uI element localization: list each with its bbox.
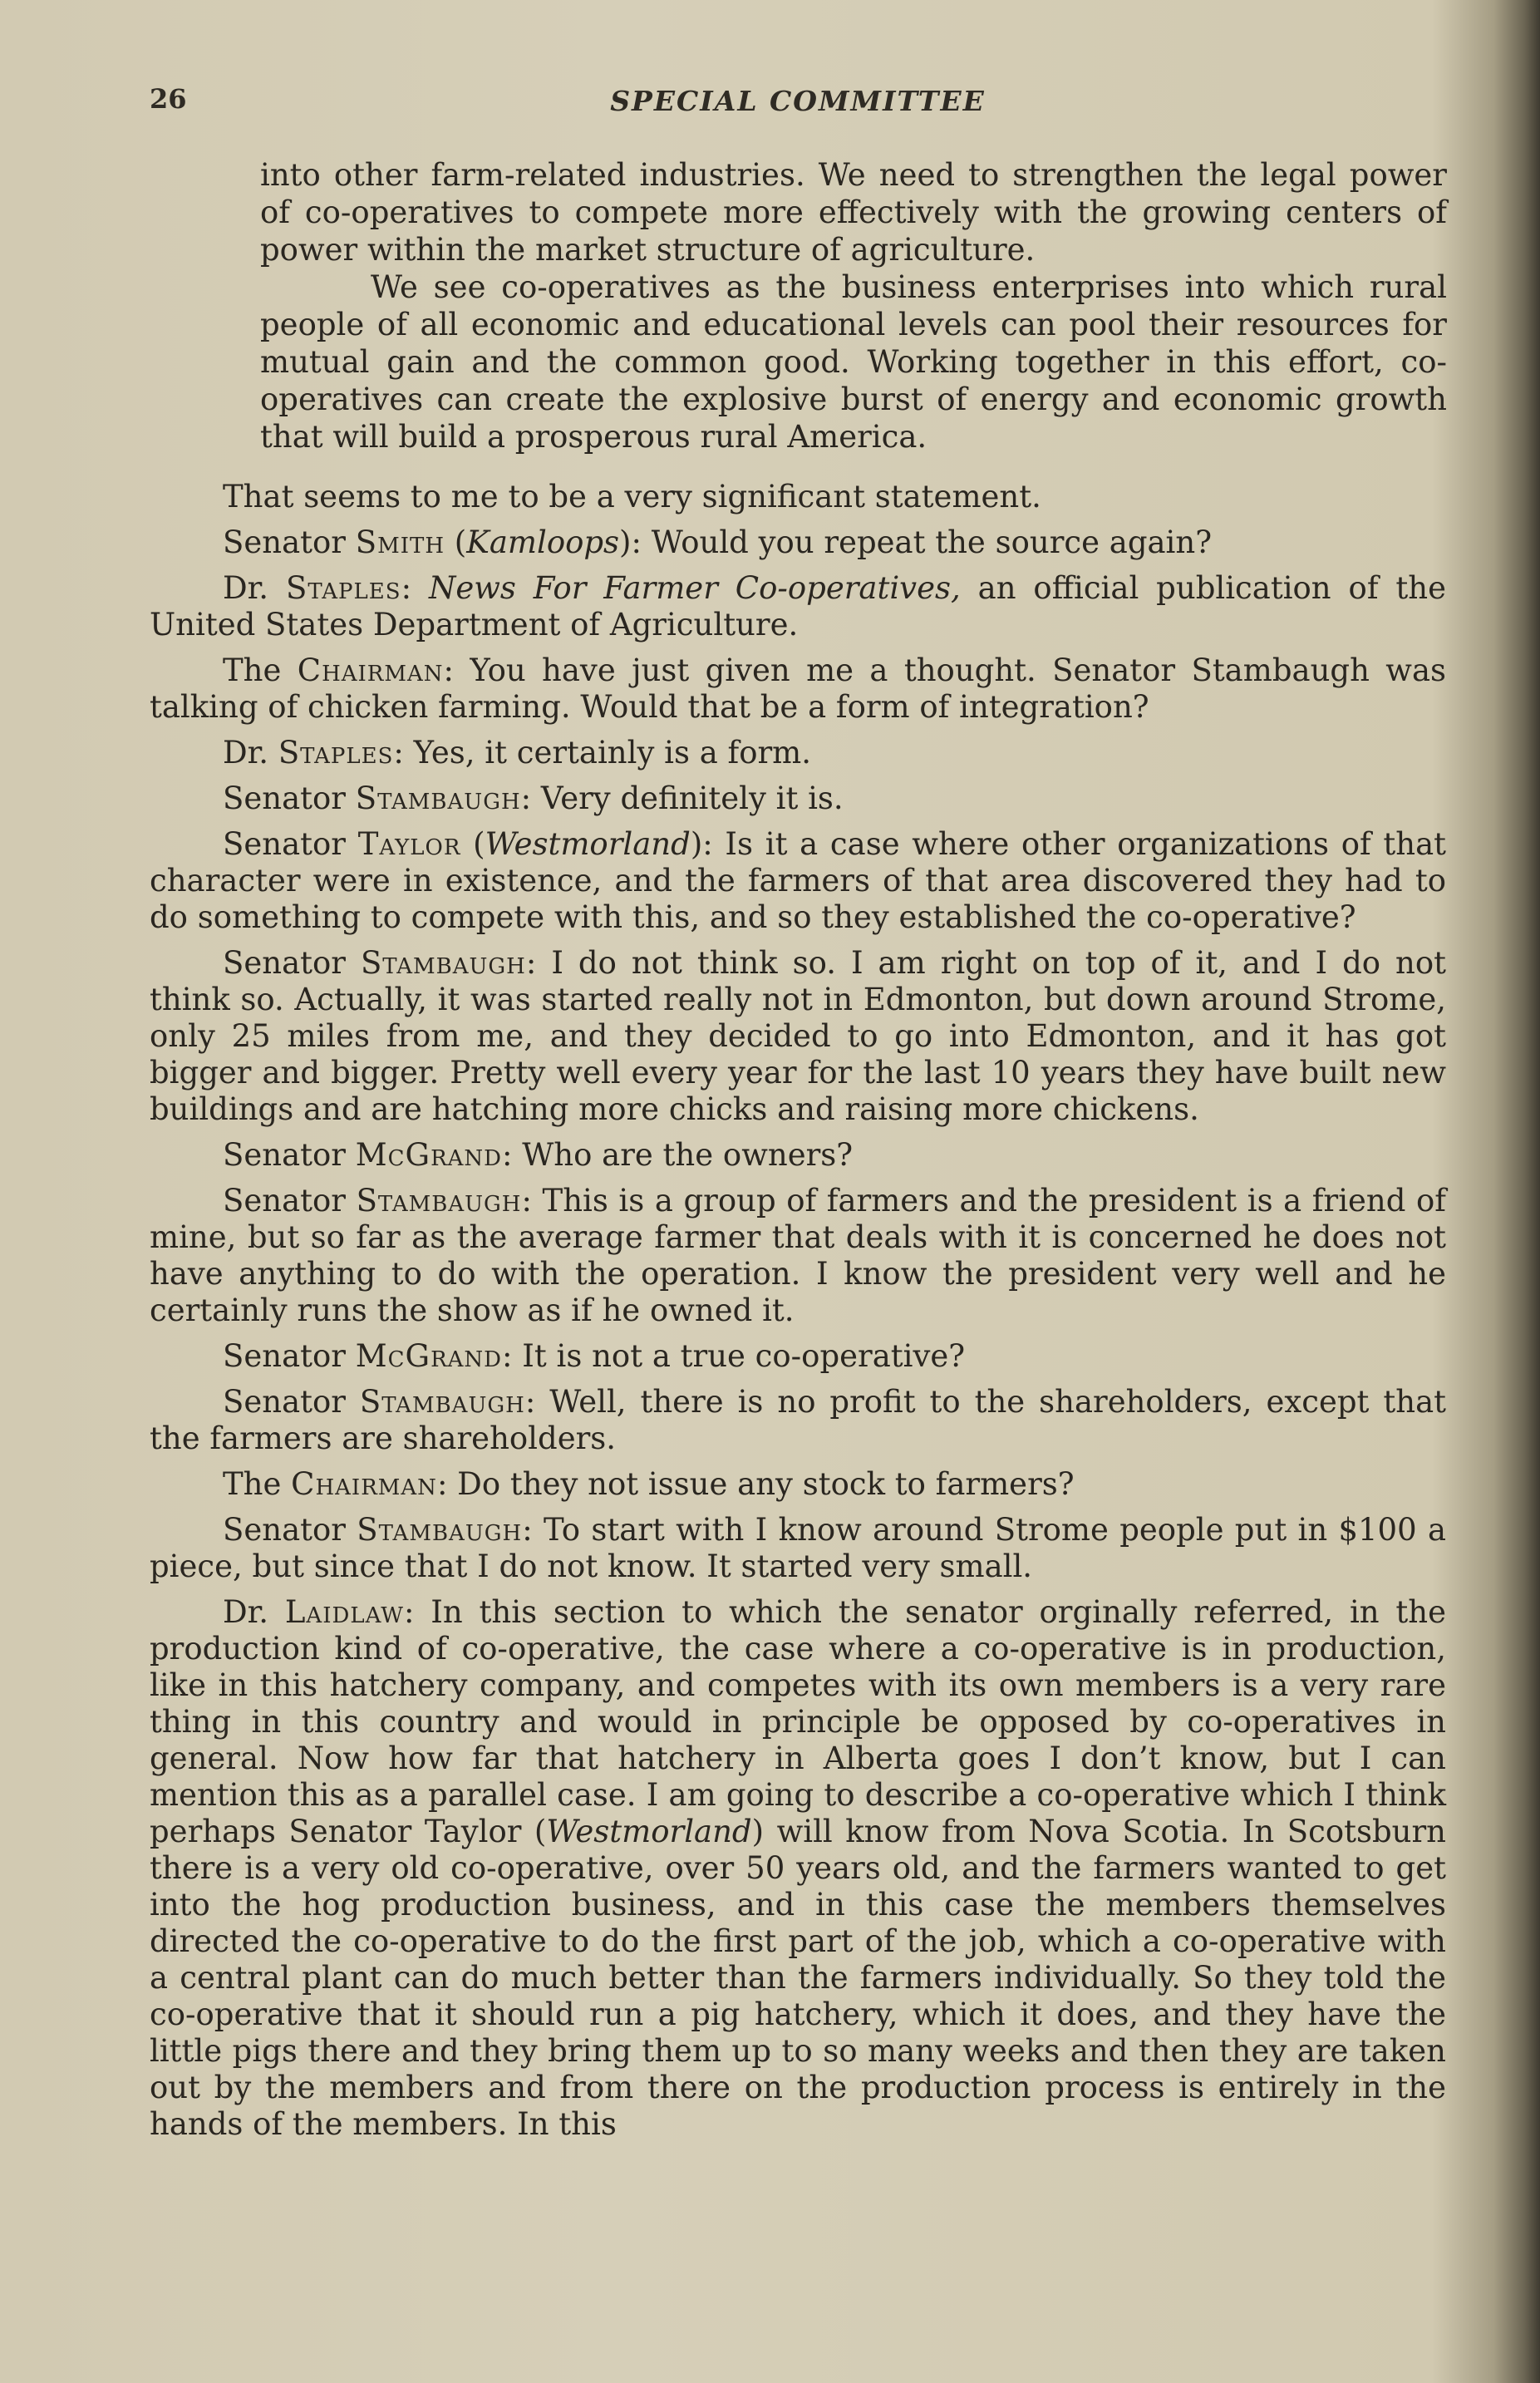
transcript-paragraph	[150, 1594, 1446, 2143]
speaker-name: Chairman	[291, 1466, 437, 1502]
statement-text: : Is it a case where other organizations of that character were in existence, and the farmers of that area discovered they had to do something to compete with this, and so they established the co-operative?	[150, 826, 1447, 935]
statement-text: an official publication of the United States Department of Agriculture.	[150, 570, 1447, 643]
speaker-name: McGrand	[355, 1137, 503, 1173]
statement-text: : Would you repeat the source again?	[631, 524, 1213, 560]
speaker-name: Taylor	[357, 826, 461, 862]
transcript-paragraph	[150, 1466, 1446, 1503]
speaker-name: Stambaugh	[356, 1183, 522, 1219]
speaker-name: Smith	[355, 524, 445, 560]
transcript-paragraph	[150, 1137, 1446, 1174]
block-quote	[260, 156, 1447, 455]
transcript-paragraph: Dr. Staples: News For Farmer Co-operatives, an official publication of the United States Department of Agriculture.	[150, 570, 1447, 643]
transcript-paragraph	[150, 735, 1446, 771]
speaker-name: Stambaugh	[355, 780, 521, 816]
speaker-prefix: Senator	[223, 826, 358, 862]
speaker-name: Stambaugh	[357, 1512, 523, 1548]
speaker-name: Staples	[278, 735, 394, 771]
statement-text: : I do not think so. I am right on top of it, and I do not think so. Actually, it was started really not in Edmonton, but down around Strome, only 25 miles from me, and they decided to go into Edmonton, and it has got bigger and bigger. Pretty well every year for the last 10 years they have built new buildings and are hatching more chicks and raising more chickens.	[150, 945, 1446, 1127]
transcript-paragraph: Senator Smith (Kamloops): Would you repeat the source again?	[223, 524, 1213, 560]
statement-text: : Do they not issue any stock to farmers?	[436, 1466, 1075, 1502]
speaker-prefix: Senator	[223, 780, 356, 816]
speaker-prefix: The	[223, 652, 298, 688]
statement-text: : You have just given me a thought. Senator Stambaugh was talking of chicken farming. Would that be a form of integration?	[150, 652, 1446, 725]
speaker-prefix: Dr.	[223, 1594, 285, 1630]
speaker-prefix: Dr.	[223, 735, 278, 771]
transcript-body	[150, 479, 1446, 2152]
speaker-name: Laidlaw	[284, 1594, 405, 1630]
statement-text: : Very definitely it is.	[520, 780, 844, 816]
page-number: 26	[150, 83, 187, 115]
transcript-paragraph	[150, 652, 1446, 726]
statement-text: : Well, there is no profit to the shareholders, except that the farmers are shareholders.	[150, 1384, 1446, 1456]
statement-text: That seems to me to be a very significant statement.	[223, 479, 1041, 515]
quote-paragraph: We see co-operatives as the business enterprises into which rural people of all economic and educational levels can pool their resources for mutual gain and the common good. Working together in this effort, co-operatives can create the explosive burst of energy and economic growth that will build a prosperous rural America.	[260, 269, 1447, 455]
statement-text: : It is not a true co-operative?	[502, 1338, 966, 1374]
speaker-prefix: Senator	[223, 1338, 356, 1374]
speaker-riding: Westmorland	[485, 826, 691, 862]
transcript-paragraph: Senator Taylor (Westmorland): Is it a case where other organizations of that character were in existence, and the farmers of that area discovered they had to do something to compete with this, and so they established the co-operative?	[150, 826, 1447, 935]
statement-text: : In this section to which the senator orginally referred, in the production kind of co-operative, the case where a co-operative is in production, like in this hatchery company, and competes with its own members is a very rare thing in this country and would in principle be opposed by co-operatives in general. Now how far that hatchery in Alberta goes I don’t know, but I can mention this as a parallel case. I am going to describe a co-operative which I think perhaps Senator Taylor (	[150, 1594, 1446, 1849]
speaker-name: McGrand	[355, 1338, 503, 1374]
speaker-riding: Kamloops	[466, 524, 620, 560]
transcript-paragraph	[150, 1183, 1446, 1329]
transcript-paragraph	[150, 1338, 1446, 1375]
speaker-name: Stambaugh	[360, 945, 526, 981]
speaker-prefix: Senator	[223, 945, 361, 981]
speaker-riding: Westmorland	[546, 1814, 752, 1849]
speaker-prefix: Senator	[223, 1137, 356, 1173]
speaker-prefix: Senator	[223, 524, 356, 560]
transcript-paragraph	[150, 780, 1446, 817]
speaker-prefix: Dr.	[223, 570, 286, 606]
transcript-paragraph	[150, 1512, 1446, 1585]
speaker-prefix: Senator	[223, 1384, 360, 1420]
transcript-paragraph	[150, 479, 1446, 515]
publication-title: News For Farmer Co-operatives,	[428, 570, 961, 606]
quote-paragraph: into other farm-related industries. We need to strengthen the legal power of co-operatives to compete more effectively with the growing centers of power within the market structure of agriculture.	[260, 157, 1447, 268]
speaker-prefix: The	[223, 1466, 292, 1502]
transcript-paragraph	[150, 1384, 1446, 1457]
speaker-name: Stambaugh	[359, 1384, 525, 1420]
statement-text: : To start with I know around Strome people put in $100 a piece, but since that I do not know. It started very small.	[150, 1512, 1446, 1584]
statement-text: : Who are the owners?	[502, 1137, 854, 1173]
statement-text: : This is a group of farmers and the president is a friend of mine, but so far as the average farmer that deals with it is concerned he does not have anything to do with the operation. I know the president very well and he certainly runs the show as if he owned it.	[150, 1183, 1446, 1328]
statement-text: ) will know from Nova Scotia. In Scotsburn there is a very old co-operative, over 50 years old, and the farmers wanted to get into the hog production business, and in this case the members themselves directed the co-operative to do the first part of the job, which a co-operative with a central plant can do much better than the farmers individually. So they told the co-operative that it should run a pig hatchery, which it does, and they have the little pigs there and they bring them up to so many weeks and then they are taken out by the members and from there on the production process is entirely in the hands of the members. In this	[150, 1814, 1446, 2142]
speaker-prefix: Senator	[223, 1183, 357, 1219]
statement-text: : Yes, it certainly is a form.	[393, 735, 812, 771]
speaker-prefix: Senator	[223, 1512, 357, 1548]
running-title: SPECIAL COMMITTEE	[610, 85, 986, 117]
speaker-name: Chairman	[297, 652, 444, 688]
transcript-paragraph	[150, 945, 1446, 1128]
speaker-name: Staples	[285, 570, 401, 606]
page-header	[150, 83, 1446, 133]
